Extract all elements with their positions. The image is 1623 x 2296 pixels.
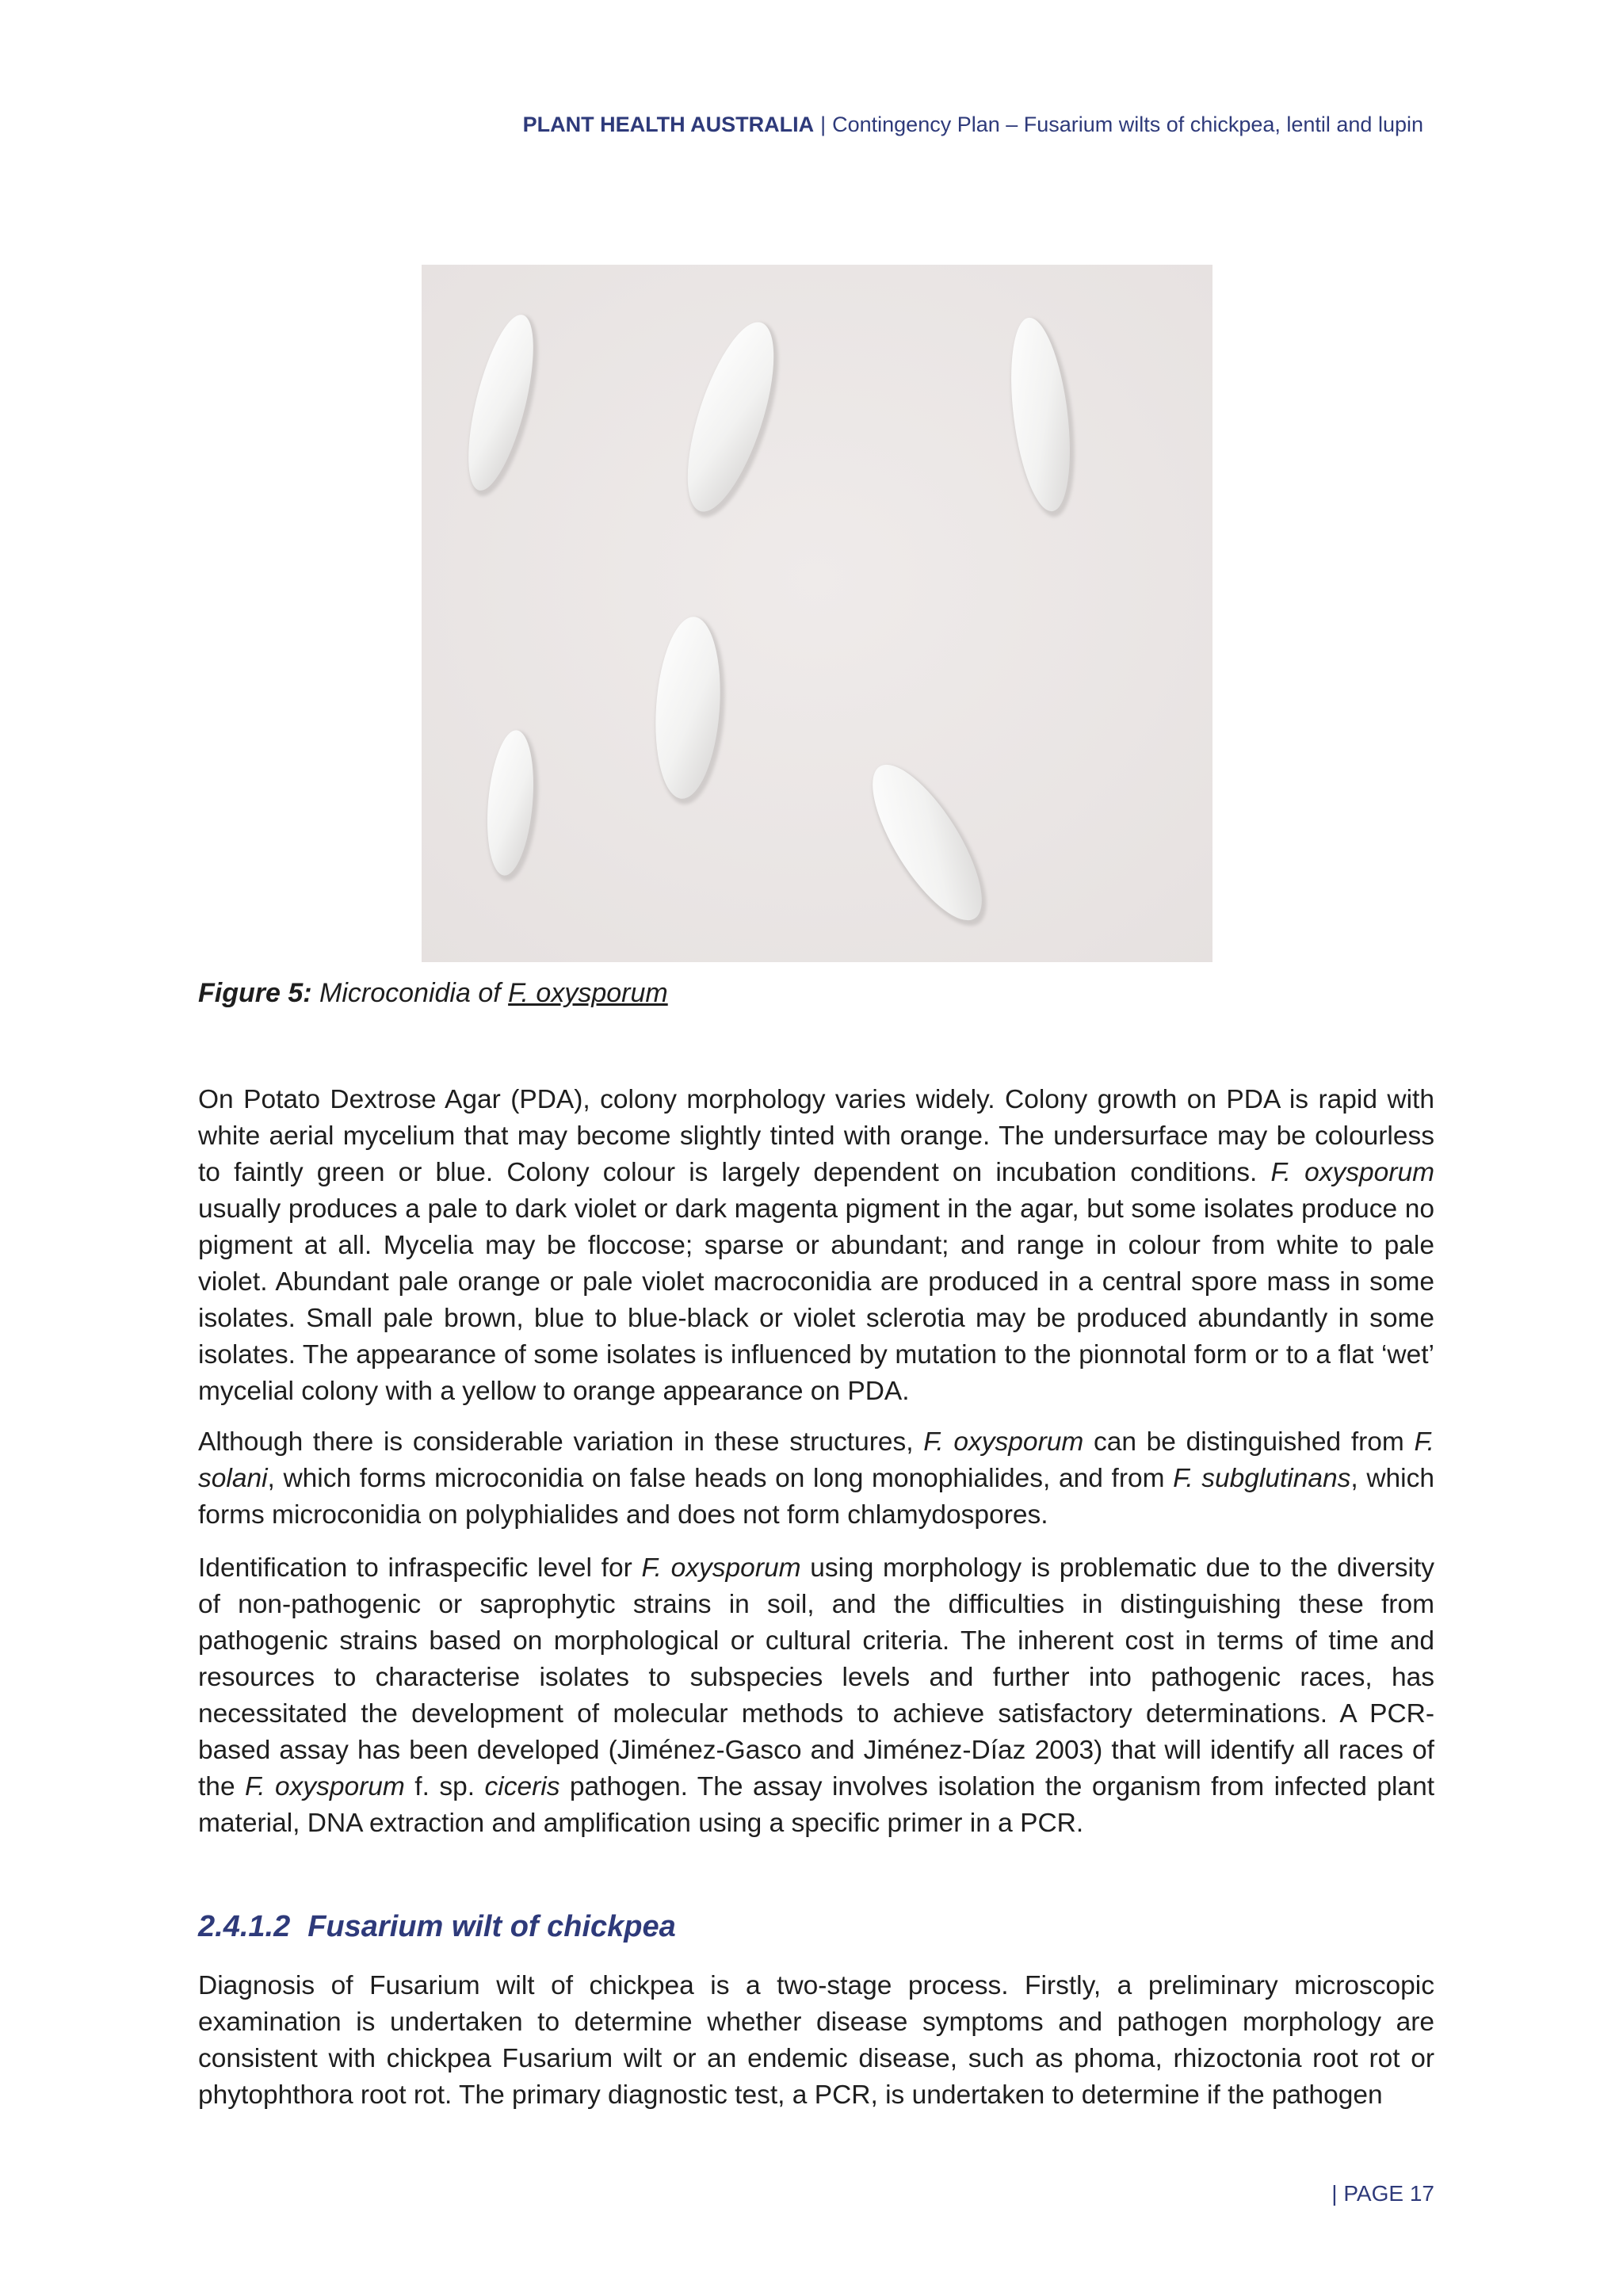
species-name: F. oxysporum xyxy=(641,1553,801,1583)
section-title: Fusarium wilt of chickpea xyxy=(307,1910,676,1943)
figure-microconidia-image xyxy=(422,265,1212,962)
microconidia-micrograph xyxy=(422,265,1212,962)
section-heading xyxy=(198,1910,676,1944)
text-run: f. sp. xyxy=(404,1772,485,1801)
figure-caption xyxy=(198,978,668,1009)
text-run: pathogen. The assay involves isolation the organism from infected plant material, DNA extraction and amplification using a specific primer in a PCR. xyxy=(198,1772,1435,1838)
page-number: | PAGE 17 xyxy=(1331,2181,1434,2206)
species-name: F. oxysporum xyxy=(1270,1158,1434,1187)
caption-text: Microconidia of xyxy=(319,978,501,1008)
paragraph-diagnosis xyxy=(198,1968,1434,2128)
section-number: 2.4.1.2 xyxy=(198,1910,291,1943)
species-name: ciceris xyxy=(484,1772,560,1801)
caption-species: F. oxysporum xyxy=(508,978,668,1008)
species-name: F. oxysporum xyxy=(245,1772,405,1801)
text-run: Although there is considerable variation in these structures, xyxy=(198,1427,924,1457)
text-run: can be distinguished from xyxy=(1083,1427,1415,1457)
text-run: usually produces a pale to dark violet or dark magenta pigment in the agar, but some isolates produce no pigment at all. Mycelia may be floccose; sparse or abundant; and range in colour from white to pale violet. Abundant pale orange or pale violet macroconidia are produced in a central spore mass in some isolates. Small pale brown, blue to blue-black or violet sclerotia may be produced abundantly in some isolates. The appearance of some isolates is influenced by mutation to the pionnotal form or to a flat ‘wet’ mycelial colony with a yellow to orange appearance on PDA. xyxy=(198,1194,1434,1406)
running-header xyxy=(523,113,1423,137)
paragraph-identification xyxy=(198,1550,1434,1856)
paragraph-colony-morphology xyxy=(198,1082,1434,1424)
species-name: F. oxysporum xyxy=(923,1427,1084,1457)
text-run: , which forms microconidia on false heads on long monophialides, and from xyxy=(267,1464,1174,1493)
text-run: Diagnosis of Fusarium wilt of chickpea is a two-stage process. Firstly, a preliminary microscopic examination is undertaken to determine whether disease symptoms and pathogen morphology are consistent with chickpea Fusarium wilt or an endemic disease, such as phoma, rhizoctonia root rot or phytophthora root rot. The primary diagnostic test, a PCR, is undertaken to determine if the pathogen xyxy=(198,1971,1434,2110)
header-title: Contingency Plan – Fusarium wilts of chickpea, lentil and lupin xyxy=(832,113,1423,136)
species-name: F. subglutinans xyxy=(1173,1464,1351,1493)
header-separator: | xyxy=(820,113,827,136)
paragraph-distinguishing-species xyxy=(198,1424,1434,1548)
header-org: PLANT HEALTH AUSTRALIA xyxy=(522,113,815,136)
caption-label: Figure 5: xyxy=(198,978,312,1008)
species-name: F. solani xyxy=(198,1427,1434,1493)
text-run: Identification to infraspecific level for xyxy=(198,1553,642,1583)
text-run: using morphology is problematic due to the diversity of non-pathogenic or saprophytic strains in soil, and the difficulties in distinguishing these from pathogenic strains based on morphological or cultural criteria. The inherent cost in terms of time and resources to characterise isolates to subspecies levels and further into pathogenic races, has necessitated the development of molecular methods to achieve satisfactory determinations. A PCR-based assay has been developed (Jiménez-Gasco and Jiménez-Díaz 2003) that will identify all races of the xyxy=(198,1553,1435,1801)
text-run: On Potato Dextrose Agar (PDA), colony morphology varies widely. Colony growth on PDA is rapid with white aerial mycelium that may become slightly tinted with orange. The undersurface may be colourless to faintly green or blue. Colony colour is largely dependent on incubation conditions. xyxy=(198,1085,1434,1187)
text-run: , which forms microconidia on polyphialides and does not form chlamydospores. xyxy=(198,1464,1434,1530)
